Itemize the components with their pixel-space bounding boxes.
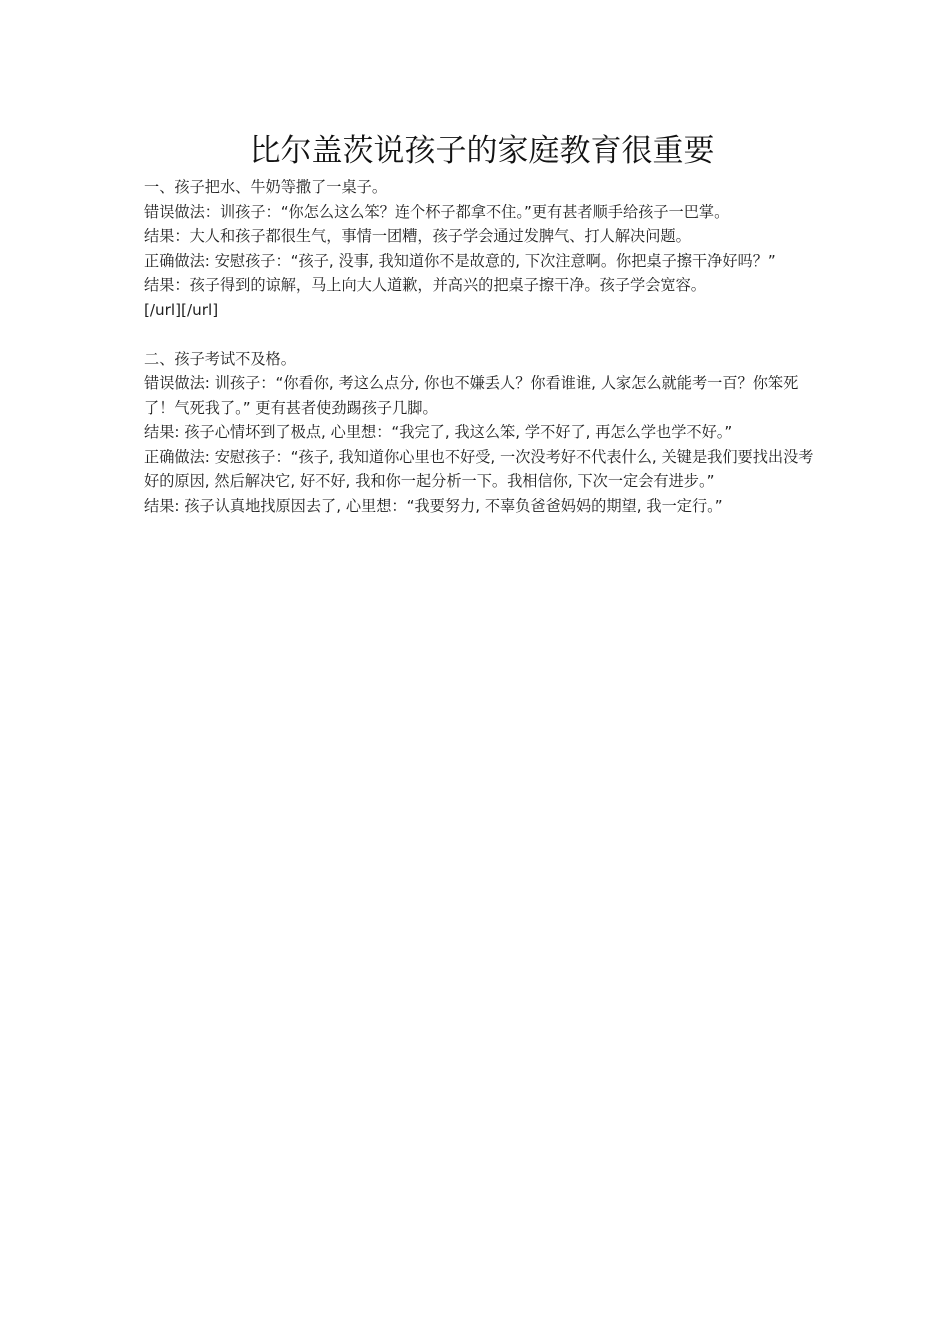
- section1-wrong-result: 结果：大人和孩子都很生气，事情一团糟，孩子学会通过发脾气、打人解决问题。: [144, 227, 691, 245]
- document-body: [144, 130, 820, 518]
- section2-wrong-result: 结果: 孩子心情坏到了极点, 心里想：“我完了, 我这么笨, 学不好了, 再怎么学也学不好。”: [144, 423, 733, 441]
- section2-right-result: 结果: 孩子认真地找原因去了, 心里想：“我要努力, 不辜负爸爸妈妈的期望, 我一定行。”: [144, 496, 723, 515]
- section2-right-approach: 正确做法: 安慰孩子：“孩子, 我知道你心里也不好受, 一次没考好不代表什么, 关键是我们要找出没考好的原因, 然后解决它, 好不好, 我和你一起分析一下。我相信你, 下次一定会有进步。”: [144, 447, 814, 490]
- section1-wrong-approach: 错误做法：训孩子：“你怎么这么笨？连个杯子都拿不住。”更有甚者顺手给孩子一巴掌。: [144, 202, 730, 221]
- section1-url-tag: [/url][/url]: [144, 300, 219, 319]
- section2-wrong-approach: 错误做法: 训孩子：“你看你, 考这么点分, 你也不嫌丢人？你看谁谁, 人家怎么就能考一百？你笨死了！气死我了。” 更有甚者使劲踢孩子几脚。: [144, 374, 799, 417]
- section1-heading: 一、孩子把水、牛奶等撒了一桌子。: [144, 178, 387, 196]
- section1-right-result: 结果：孩子得到的谅解，马上向大人道歉，并高兴的把桌子擦干净。孩子学会宽容。: [144, 276, 706, 294]
- document-title: 比尔盖茨说孩子的家庭教育很重要: [249, 133, 715, 169]
- section1-right-approach: 正确做法: 安慰孩子：“孩子, 没事, 我知道你不是故意的, 下次注意啊。你把桌子擦干净好吗？”: [144, 251, 776, 270]
- section-divider-gap: [144, 322, 820, 347]
- section2-heading: 二、孩子考试不及格。: [144, 349, 296, 368]
